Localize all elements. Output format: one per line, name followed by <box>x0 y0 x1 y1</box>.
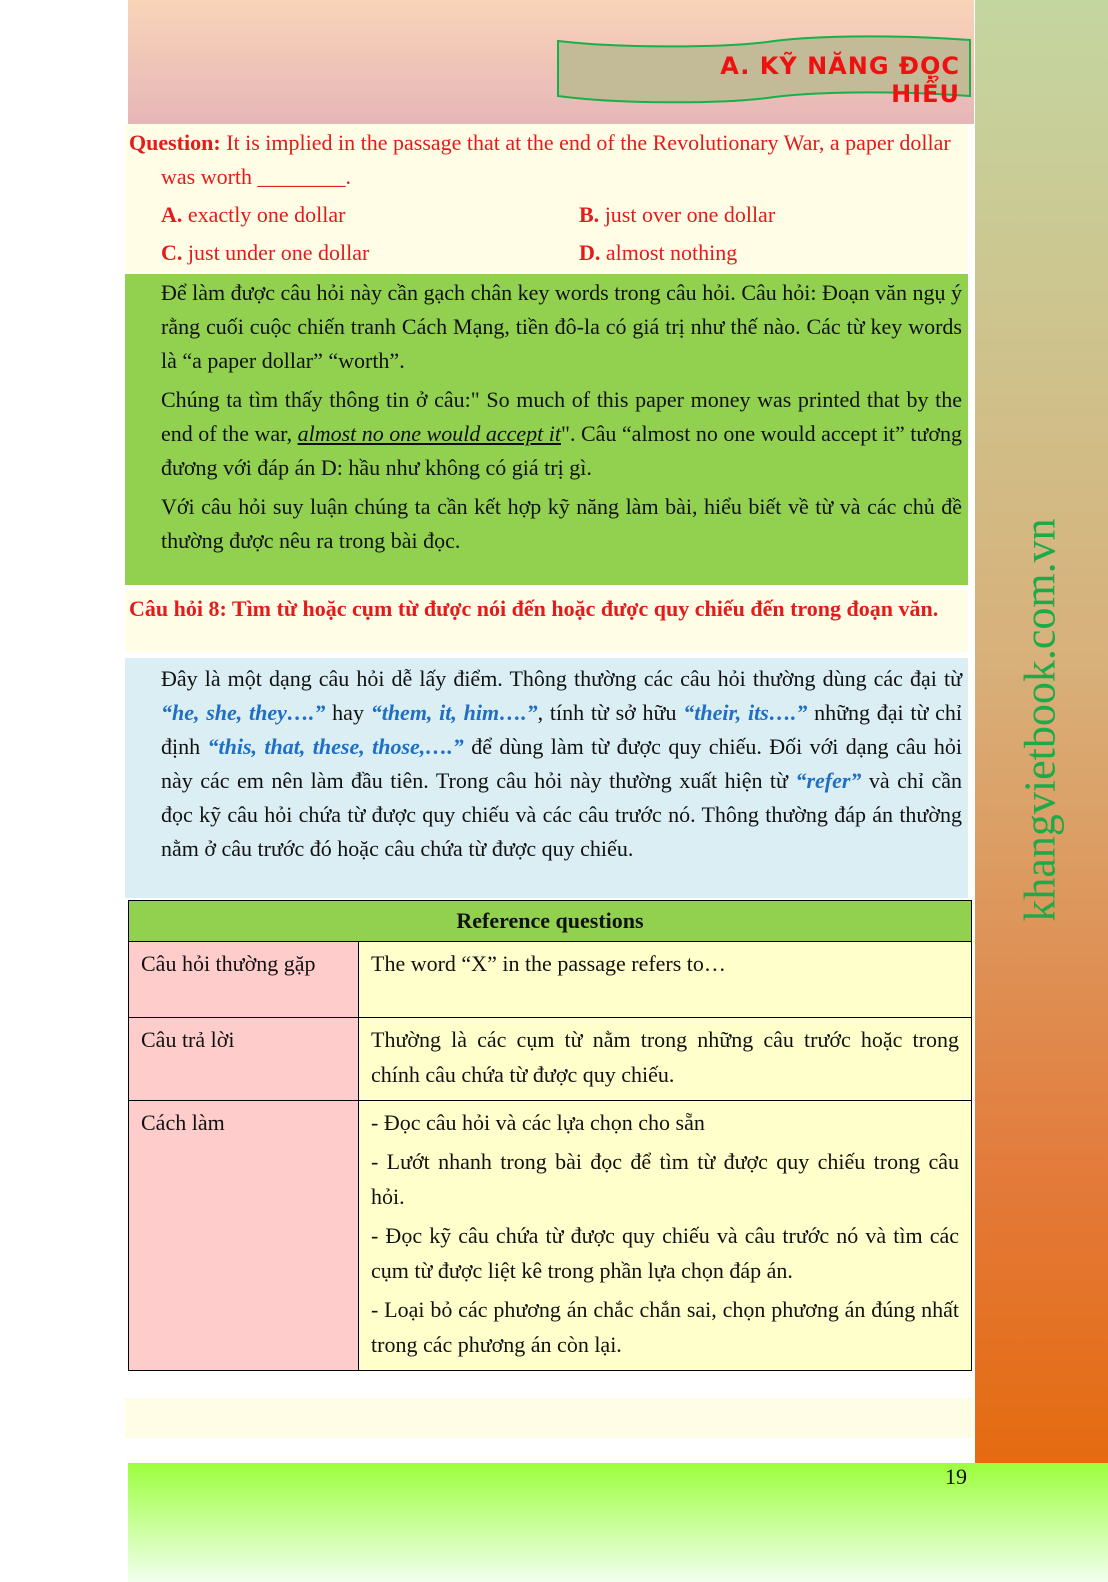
explanation-p2: Chúng ta tìm thấy thông tin ở câu:" So much of this paper money was printed that by the end of the war, almost no one would accept it". Câu “almost no one would accept it” tương đương với đáp án D: hầu như không có giá trị gì. <box>161 387 962 480</box>
section-heading: Câu hỏi 8: Tìm từ hoặc cụm từ được nói đến hoặc được quy chiếu đến trong đoạn văn. <box>125 590 968 652</box>
site-watermark: khangvietbook.com.vn <box>1015 518 1065 922</box>
option-a: A. exactly one dollar <box>161 202 346 227</box>
intro-block <box>125 658 968 898</box>
row-label: Cách làm <box>129 1101 359 1371</box>
table-header: Reference questions <box>129 901 972 942</box>
row-item: Thường là các cụm từ nằm trong những câu trước hoặc trong chính câu chứa từ được quy chiếu. <box>371 1027 959 1087</box>
option-c: C. just under one dollar <box>161 240 370 265</box>
explanation-p1: Để làm được câu hỏi này cần gạch chân key words trong câu hỏi. Câu hỏi: Đoạn văn ngụ ý rằng cuối cuộc chiến tranh Cách Mạng, tiền đô-la có giá trị như thế nào. Các từ key words là “a paper dollar” “worth”. <box>161 280 962 373</box>
row-label: Câu trả lời <box>129 1018 359 1101</box>
table-row <box>129 942 972 1018</box>
chapter-title: A. KỸ NĂNG ĐỌC HIỂU <box>720 52 960 108</box>
row-item: - Đọc kỹ câu chứa từ được quy chiếu và câu trước nó và tìm các cụm từ được liệt kê trong phần lựa chọn đáp án. <box>371 1223 959 1283</box>
page-number: 19 <box>945 1464 967 1489</box>
question-block <box>125 124 968 272</box>
options <box>129 198 962 270</box>
table-row <box>129 1018 972 1101</box>
table-row <box>129 1101 972 1371</box>
option-b: B. just over one dollar <box>579 202 776 227</box>
reference-table <box>128 900 972 1371</box>
table-footer-space <box>125 1398 973 1438</box>
explanation-block <box>125 274 968 585</box>
explanation-p3: Với câu hỏi suy luận chúng ta cần kết hợp kỹ năng làm bài, hiểu biết về từ và các chủ đề thường được nêu ra trong bài đọc. <box>161 494 962 553</box>
row-item: - Lướt nhanh trong bài đọc để tìm từ được quy chiếu trong câu hỏi. <box>371 1149 959 1209</box>
question-text: Question: It is implied in the passage that at the end of the Revolutionary War, a paper dollar was worth ________. <box>129 130 951 189</box>
option-d: D. almost nothing <box>579 240 738 265</box>
intro-text: Đây là một dạng câu hỏi dễ lấy điểm. Thông thường các câu hỏi thường dùng các đại từ “he, she, they….” hay “them, it, him….”, tính từ sở hữu “their, its….” những đại từ chỉ định “this, that, these, those,….” để dùng làm từ được quy chiếu. Đối với dạng câu hỏi này các em nên làm đầu tiên. Trong câu hỏi này thường xuất hiện từ “refer” và chỉ cần đọc kỹ câu hỏi chứa từ được quy chiếu và các câu trước nó. Thông thường đáp án thường nằm ở câu trước đó hoặc câu chứa từ được quy chiếu. <box>161 666 963 861</box>
row-item: - Loại bỏ các phương án chắc chắn sai, chọn phương án đúng nhất trong các phương án còn lại. <box>371 1297 959 1357</box>
row-item: The word “X” in the passage refers to… <box>371 951 726 976</box>
row-item: - Đọc câu hỏi và các lựa chọn cho sẵn <box>371 1110 705 1135</box>
row-label: Câu hỏi thường gặp <box>129 942 359 1018</box>
